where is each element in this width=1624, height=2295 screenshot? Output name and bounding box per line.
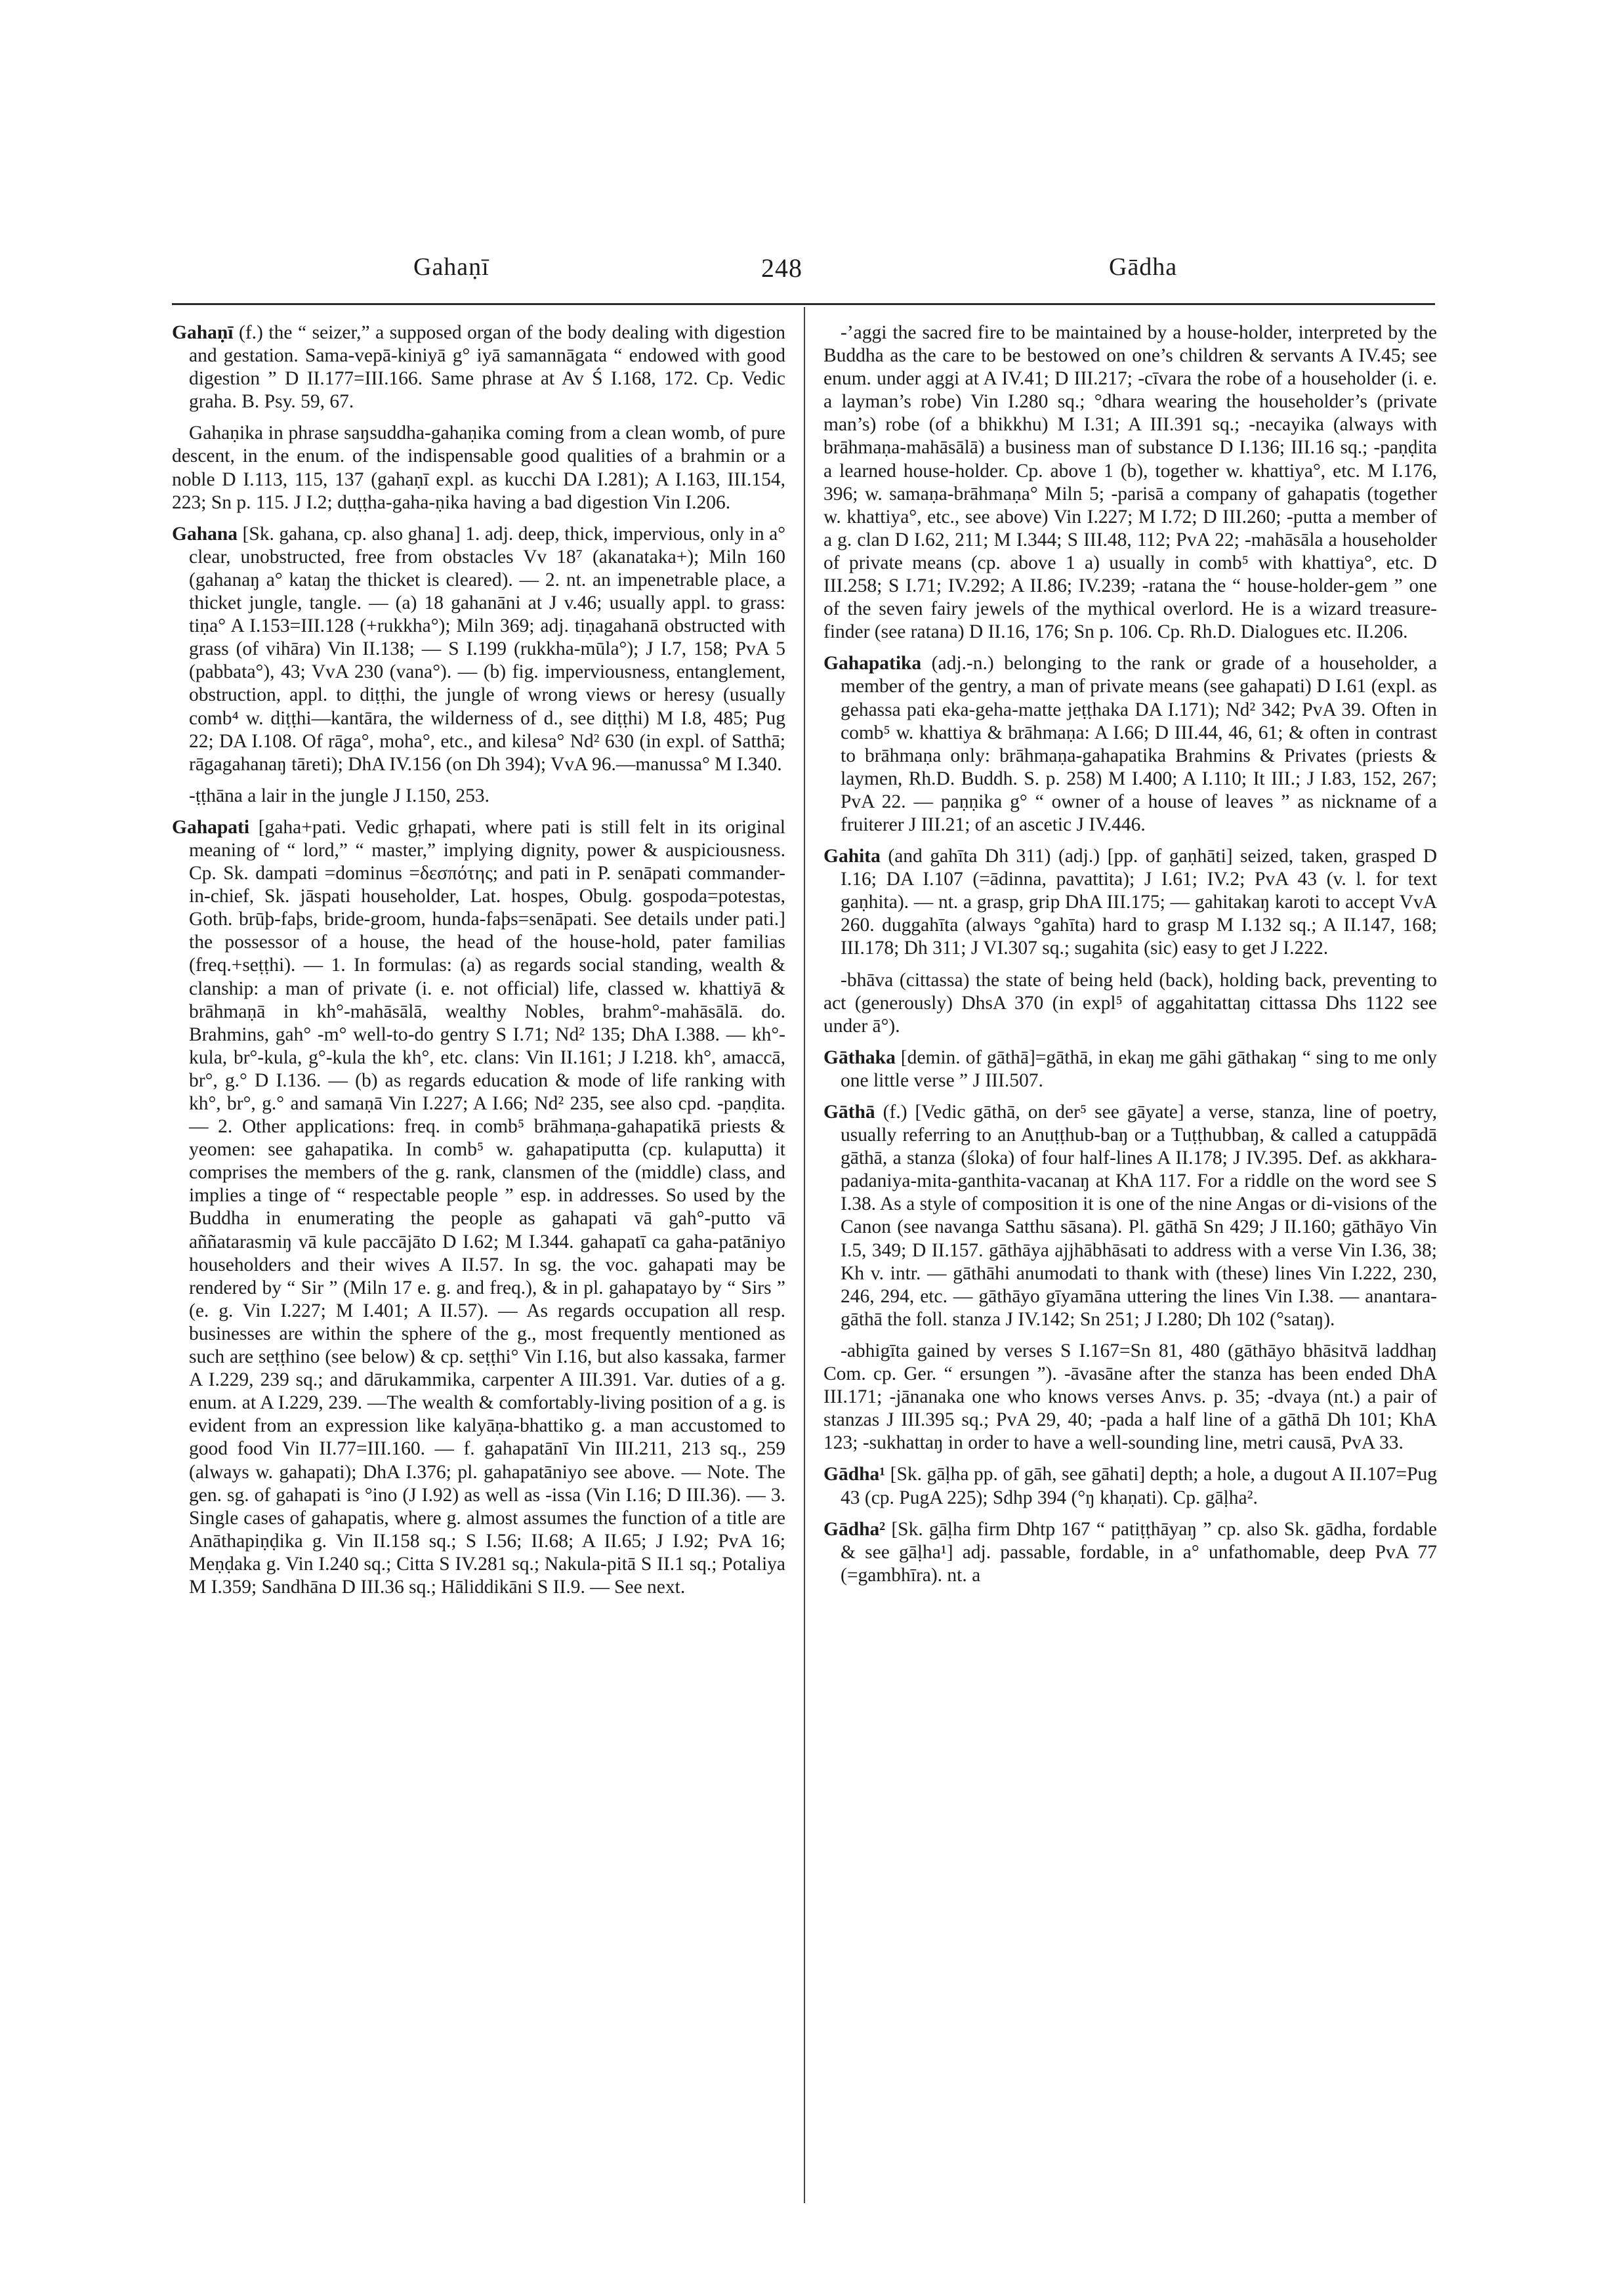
headword: Gahapatika — [823, 653, 922, 674]
entry-gahita — [823, 845, 1437, 960]
entry-gadha-2 — [823, 1518, 1437, 1587]
page-number: 248 — [761, 253, 802, 283]
subentry-bhava — [823, 969, 1437, 1038]
subentry-gahanika — [172, 422, 785, 514]
entry-text: (f.) [Vedic gāthā, on der⁵ see gāyate] a verse, stanza, line of poetry, usually referring to an Anuṭṭhub-baŋ or a Tuṭṭhubbaŋ, & called a catuppādā gāthā, a stanza (śloka) of four half-lines A II.178; J IV.395. Def. as akkhara-padaniya-mita-ganthita-vacanaŋ at KhA 117. For a riddle on the word see S I.38. As a style of composition it is one of the nine Angas or di-visions of the Canon (see navanga Satthu sāsana). Pl. gāthā Sn 429; J II.160; gāthāyo Vin I.5, 349; D II.157. gāthāya ajjhābhāsati to address with a verse Vin I.36, 38; Kh v. intr. — gāthāhi anumodati to thank with (these) lines Vin I.222, 230, 246, 294, etc. — gāthāyo gīyamāna uttering the lines Vin I.38. — anantara-gāthā the foll. stanza J IV.142; Sn 251; J I.280; Dh 102 (°sataŋ). — [841, 1102, 1437, 1330]
column-divider — [804, 307, 805, 2203]
headword: Gahapati — [172, 816, 250, 838]
entry-text: [Sk. gahana, cp. also ghana] 1. adj. deep, thick, impervious, only in a° clear, unobstructed, free from obstacles Vv 18⁷ (akanataka+); Miln 160 (gahanaŋ a° kataŋ the thicket is cleared). — 2. nt. an impenetrable place, a thicket jungle, tangle. — (a) 18 gahanāni at J v.46; usually appl. to grass: tiṇa° A I.153=III.128 (+rukkha°); Miln 369; adj. tiṇagahanā obstructed with grass (of vihāra) Vin II.138; — S I.199 (rukkha-mūla°); J I.7, 158; PvA 5 (pabbata°), 43; VvA 230 (vana°). — (b) fig. imperviousness, entanglement, obstruction, appl. to diṭṭhi, the jungle of wrong views or heresy (usually comb⁴ w. diṭṭhi—kantāra, the wilderness of d., see diṭṭhi) M I.8, 485; Pug 22; DA I.108. Of rāga°, moha°, etc., and kilesa° Nd² 630 (in expl. of Satthā; rāgagahanaŋ tāreti); DhA IV.156 (on Dh 394); VvA 96.—manussa° M I.340. — [189, 523, 785, 775]
entry-text: -bhāva (cittassa) the state of being held (back), holding back, preventing to act (generously) DhsA 370 (in expl⁵ of aggahitattaŋ cittassa Dhs 1122 see under ā°). — [823, 969, 1437, 1037]
right-column — [823, 321, 1437, 1596]
entry-gatha — [823, 1101, 1437, 1331]
entry-text: [demin. of gāthā]=gāthā, in ekaŋ me gāhi gāthakaŋ “ sing to me only one little verse ” J III.507. — [841, 1046, 1437, 1091]
entry-text: (f.) the “ seizer,” a supposed organ of the body dealing with digestion and gestation. Sama-vepā-kiniyā g° iyā samannāgata “ endowed with good digestion ” D II.177=III.166. Same phrase at Av Ś I.168, 172. Cp. Vedic graha. B. Psy. 59, 67. — [189, 322, 785, 413]
headword: Gahana — [172, 523, 238, 545]
entry-text: [Sk. gāḷha firm Dhtp 167 “ patiṭṭhāyaŋ ” cp. also Sk. gādha, fordable & see gāḷha¹] adj. passable, fordable, in a° unfathomable, deep PvA 77 (=gambhīra). nt. a — [841, 1518, 1437, 1586]
entry-gahapatika — [823, 652, 1437, 837]
headword: Gādha¹ — [823, 1464, 886, 1485]
headword: Gāthā — [823, 1102, 875, 1123]
entry-text: Gahaṇika in phrase saŋsuddha-gahaṇika coming from a clean womb, of pure descent, in the enum. of the indispensable good qualities of a brahmin or a noble D I.113, 115, 137 (gahaṇī expl. as kucchi DA I.281); A I.163, III.154, 223; Sn p. 115. J I.2; duṭṭha-gaha-ṇika having a bad digestion Vin I.206. — [172, 423, 785, 513]
entry-gahana — [172, 523, 785, 776]
entry-text: -ṭṭhāna a lair in the jungle J I.150, 253. — [189, 785, 489, 806]
running-head-right: Gādha — [1109, 253, 1178, 281]
headword: Gāthaka — [823, 1046, 896, 1068]
subentry-gahapati-compounds — [823, 321, 1437, 644]
subentry-tthana — [172, 785, 785, 808]
headword: Gahita — [823, 846, 881, 867]
left-column — [172, 321, 785, 1607]
entry-text: [gaha+pati. Vedic gṛhapati, where pati is still felt in its original meaning of “ lord,” “ master,” implying dignity, power & auspiciousness. Cp. Sk. dampati =dominus =δεσπότης; and pati in P. senāpati commander-in-chief, Sk. jāspati householder, Lat. hospes, Obulg. gospoda=potestas, Goth. brūþ-faþs, bride-groom, hunda-faþs=senāpati. See details under pati.] the possessor of a house, the head of the house-hold, pater familias (freq.+seṭṭhi). — 1. In formulas: (a) as regards social standing, wealth & clanship: a man of private (i. e. not official) life, classed w. khattiyā & brāhmaṇā in kh°-mahāsālā, wealthy Nobles, brahm°-mahāsālā. do. Brahmins, gah° -m° well-to-do gentry S I.71; Nd² 135; DhA I.388. — kh°-kula, br°-kula, g°-kula the kh°, etc. clans: Vin II.161; J I.218. kh°, amaccā, br°, g.° D I.136. — (b) as regards education & mode of life ranking with kh°, br°, g.° and samaṇā Vin I.227; A I.66; Nd² 235, see also cpd. -paṇḍita.— 2. Other applications: freq. in comb⁵ brāhmaṇa-gahapatikā priests & yeomen: see gahapatika. In comb⁵ w. gahapatiputta (cp. kulaputta) it comprises the members of the g. rank, clansmen of the (middle) class, and implies a tinge of “ respectable people ” esp. in addresses. So used by the Buddha in enumerating the people as gahapati vā gah°-putto vā aññatarasmiŋ vā kule paccājāto D I.62; M I.344. gahapatī ca gaha-patāniyo householders and their wives A II.57. In sg. the voc. gahapati may be rendered by “ Sir ” (Miln 17 e. g. and freq.), & in pl. gahapatayo by “ Sirs ” (e. g. Vin I.227; M I.401; A II.57). — As regards occupation all resp. businesses are within the sphere of the g., most frequently mentioned as such are seṭṭhino (see below) & cp. seṭṭhi° Vin I.16, but also kassaka, farmer A I.229, 239 sq.; and dārukammika, carpenter A III.391. Var. duties of a g. enum. at A I.229, 239. —The wealth & comfortably-living position of a g. is evident from an expression like kalyāṇa-bhattiko g. a man accustomed to good food Vin II.77=III.160. — f. gahapatānī Vin III.211, 213 sq., 259 (always w. gahapati); DhA I.376; pl. gahapatāniyo see above. — Note. The gen. sg. of gahapati is °ino (J I.92) as well as -issa (Vin I.16; D III.36). — 3. Single cases of gahapatis, where g. almost assumes the function of a title are Anāthapiṇḍika g. Vin II.158 sq.; S I.56; II.68; A II.65; J I.92; PvA 16; Meṇḍaka g. Vin I.240 sq.; Citta S IV.281 sq.; Nakula-pitā S II.1 sq.; Potaliya M I.359; Sandhāna D III.36 sq.; Hāliddikāni S II.9. — See next. — [189, 816, 785, 1598]
subentry-gatha-compounds — [823, 1340, 1437, 1455]
running-head-left: Gahaṇī — [413, 253, 489, 281]
headword: Gahaṇī — [172, 322, 234, 343]
entry-gathaka — [823, 1046, 1437, 1092]
headword: Gādha² — [823, 1518, 886, 1540]
entry-text: -’aggi the sacred fire to be maintained by a house-holder, interpreted by the Buddha as the care to be bestowed on one’s children & servants A IV.45; see enum. under aggi at A IV.41; D III.217; -cīvara the robe of a householder (i. e. a layman’s robe) Vin I.280 sq.; °dhara wearing the householder’s (private man’s) robe (of a bhikkhu) M I.31; A III.391 sq.; -necayika (always with brāhmaṇa-mahāsālā) a business man of substance D I.136; III.16 sq.; -paṇḍita a learned house-holder. Cp. above 1 (b), together w. khattiya°, etc. M I.176, 396; w. samaṇa-brāhmaṇa° Miln 5; -parisā a company of gahapatis (together w. khattiya°, etc., see above) Vin I.227; M I.72; D III.260; -putta a member of a g. clan D I.62, 211; M I.344; S III.48, 112; PvA 22; -mahāsāla a householder of private means (cp. above 1 a) usually in comb⁵ with khattiya°, etc. D III.258; S I.71; IV.292; A II.86; IV.239; -ratana the “ house-holder-gem ” one of the seven fairy jewels of the mythical overlord. He is a wizard treasure-finder (see ratana) D II.16, 176; Sn p. 106. Cp. Rh.D. Dialogues etc. II.206. — [823, 322, 1437, 643]
entry-gadha-1 — [823, 1463, 1437, 1509]
entry-text: [Sk. gāḷha pp. of gāh, see gāhati] depth; a hole, a dugout A II.107=Pug 43 (cp. PugA 225); Sdhp 394 (°ŋ khaṇati). Cp. gāḷha². — [841, 1464, 1437, 1508]
header-rule — [172, 303, 1435, 305]
entry-text: (and gahīta Dh 311) (adj.) [pp. of gaṇhāti] seized, taken, grasped D I.16; DA I.107 (=ādinna, pavattita); J I.61; IV.2; PvA 43 (v. l. for text gaṇhita). — nt. a grasp, grip DhA III.175; — gahitakaŋ karoti to accept VvA 260. duggahīta (always °gahīta) hard to grasp M I.132 sq.; A II.147, 168; III.178; Dh 311; J VI.307 sq.; sugahita (sic) easy to get J I.222. — [841, 846, 1437, 959]
entry-gahapati — [172, 816, 785, 1599]
entry-gahani — [172, 321, 785, 413]
entry-text: (adj.-n.) belonging to the rank or grade of a householder, a member of the gentry, a man of private means (see gahapati) D I.61 (expl. as gehassa pati eka-geha-matte jeṭṭhaka DA I.171); Nd² 342; PvA 39. Often in comb⁵ w. khattiya & brāhmaṇa: A I.66; D III.44, 46, 61; & often in contrast to brāhmaṇa only: brāhmaṇa-gahapatika Brahmins & Privates (priests & laymen, Rh.D. Buddh. S. p. 258) M I.400; A I.110; It III.; J I.83, 152, 267; PvA 22. — paṇṇika g° “ owner of a house of leaves ” as nickname of a fruiterer J III.21; of an ascetic J IV.446. — [841, 653, 1437, 835]
entry-text: -abhigīta gained by verses S I.167=Sn 81, 480 (gāthāyo bhāsitvā laddhaŋ Com. cp. Ger. “ ersungen ”). -āvasāne after the stanza has been ended DhA III.171; -jānanaka one who knows verses Anvs. p. 35; -dvaya (nt.) a pair of stanzas J III.395 sq.; PvA 29, 40; -pada a half line of a gāthā Dh 101; KhA 123; -sukhattaŋ in order to have a well-sounding line, metri causā, PvA 33. — [823, 1340, 1437, 1454]
